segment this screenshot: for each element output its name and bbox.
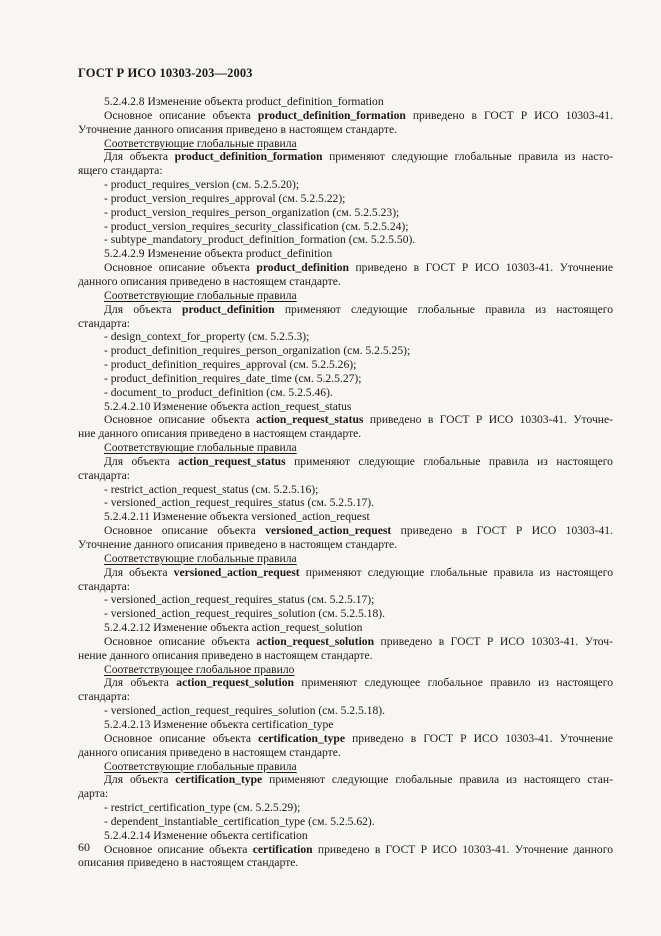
- section-title: 5.2.4.2.12 Изменение объекта action_request_solution: [104, 621, 363, 635]
- paragraph-line: данного описания приведено в настоящем стандарте.: [78, 274, 341, 288]
- rules-heading: Соответствующее глобальное правило: [104, 662, 295, 676]
- list-item: - dependent_instantiable_certification_type (см. 5.2.5.62).: [104, 814, 375, 828]
- paragraph-line: дарта:: [78, 787, 109, 801]
- list-item: - design_context_for_property (см. 5.2.5.3);: [104, 330, 310, 344]
- paragraph-line: Для объекта versioned_action_request применяют следующие глобальные правила из настоящего: [104, 565, 613, 579]
- list-item: - restrict_certification_type (см. 5.2.5.29);: [104, 801, 301, 815]
- list-item: - product_version_requires_approval (см. 5.2.5.22);: [104, 191, 346, 205]
- paragraph-line: Основное описание объекта action_request_status приведено в ГОСТ Р ИСО 10303-41. Уточне-: [104, 413, 613, 427]
- paragraph-line: Для объекта certification_type применяют следующие глобальные правила из настоящего стан-: [104, 773, 613, 787]
- paragraph-line: Для объекта action_request_solution применяют следующее глобальное правило из настоящего: [104, 676, 613, 690]
- rules-heading: Соответствующие глобальные правила: [104, 288, 297, 302]
- list-item: - product_requires_version (см. 5.2.5.20);: [104, 178, 300, 192]
- section-title: 5.2.4.2.8 Изменение объекта product_definition_formation: [104, 95, 384, 108]
- paragraph-line: Для объекта product_definition применяют следующие глобальные правила из настоящего: [104, 302, 613, 316]
- list-item: - product_definition_requires_approval (см. 5.2.5.26);: [104, 358, 357, 372]
- paragraph-line: Основное описание объекта product_definition_formation приведено в ГОСТ Р ИСО 10303-41.: [104, 108, 613, 122]
- list-item: - restrict_action_request_status (см. 5.2.5.16);: [104, 482, 319, 496]
- paragraph-line: нение данного описания приведено в настоящем стандарте.: [78, 648, 373, 662]
- paragraph-line: стандарта:: [78, 690, 130, 704]
- section-title: 5.2.4.2.13 Изменение объекта certification_type: [104, 717, 334, 731]
- list-item: - product_version_requires_person_organization (см. 5.2.5.23);: [104, 205, 400, 219]
- list-item: - subtype_mandatory_product_definition_formation (см. 5.2.5.50).: [104, 233, 416, 247]
- rules-heading: Соответствующие глобальные правила: [104, 551, 297, 565]
- list-item: - versioned_action_request_requires_status (см. 5.2.5.17);: [104, 593, 375, 607]
- paragraph-line: Уточнение данного описания приведено в настоящем стандарте.: [78, 122, 397, 136]
- paragraph-line: Основное описание объекта certification_type приведено в ГОСТ Р ИСО 10303-41. Уточнение: [104, 731, 613, 745]
- paragraph-line: данного описания приведено в настоящем стандарте.: [78, 745, 341, 759]
- paragraph-line: Основное описание объекта certification приведено в ГОСТ Р ИСО 10303-41. Уточнение данного: [104, 842, 613, 856]
- list-item: - versioned_action_request_requires_solution (см. 5.2.5.18).: [104, 607, 386, 621]
- document-body: [78, 95, 613, 870]
- section-title: 5.2.4.2.11 Изменение объекта versioned_action_request: [104, 510, 370, 524]
- list-item: - versioned_action_request_requires_solution (см. 5.2.5.18).: [104, 704, 386, 718]
- paragraph-line: стандарта:: [78, 579, 130, 593]
- list-item: - product_definition_requires_date_time (см. 5.2.5.27);: [104, 371, 362, 385]
- list-item: - document_to_product_definition (см. 5.2.5.46).: [104, 385, 333, 399]
- rules-heading: Соответствующие глобальные правила: [104, 441, 297, 455]
- paragraph-line: Для объекта product_definition_formation применяют следующие глобальные правила из насто-: [104, 150, 613, 164]
- paragraph-line: Основное описание объекта action_request_solution приведено в ГОСТ Р ИСО 10303-41. Уточ-: [104, 634, 613, 648]
- paragraph-line: ние данного описания приведено в настоящем стандарте.: [78, 427, 362, 441]
- list-item: - versioned_action_request_requires_status (см. 5.2.5.17).: [104, 496, 375, 510]
- paragraph-line: Для объекта action_request_status применяют следующие глобальные правила из настоящего: [104, 454, 613, 468]
- paragraph-line: описания приведено в настоящем стандарте.: [78, 856, 299, 870]
- rules-heading: Соответствующие глобальные правила: [104, 759, 297, 773]
- paragraph-line: стандарта:: [78, 316, 130, 330]
- paragraph-line: ящего стандарта:: [78, 164, 163, 178]
- section-title: 5.2.4.2.10 Изменение объекта action_request_status: [104, 399, 352, 413]
- section-title: 5.2.4.2.9 Изменение объекта product_definition: [104, 247, 333, 261]
- list-item: - product_version_requires_security_classification (см. 5.2.5.24);: [104, 219, 409, 233]
- list-item: - product_definition_requires_person_organization (см. 5.2.5.25);: [104, 344, 411, 358]
- rules-heading: Соответствующие глобальные правила: [104, 136, 297, 150]
- paragraph-line: стандарта:: [78, 468, 130, 482]
- section-title: 5.2.4.2.14 Изменение объекта certification: [104, 828, 308, 842]
- page-number: 60: [78, 840, 90, 854]
- page-header: ГОСТ Р ИСО 10303-203—2003: [78, 66, 253, 80]
- paragraph-line: Основное описание объекта product_definition приведено в ГОСТ Р ИСО 10303-41. Уточнение: [104, 261, 613, 275]
- paragraph-line: Уточнение данного описания приведено в настоящем стандарте.: [78, 538, 397, 551]
- paragraph-line: Основное описание объекта versioned_action_request приведено в ГОСТ Р ИСО 10303-41.: [104, 524, 613, 538]
